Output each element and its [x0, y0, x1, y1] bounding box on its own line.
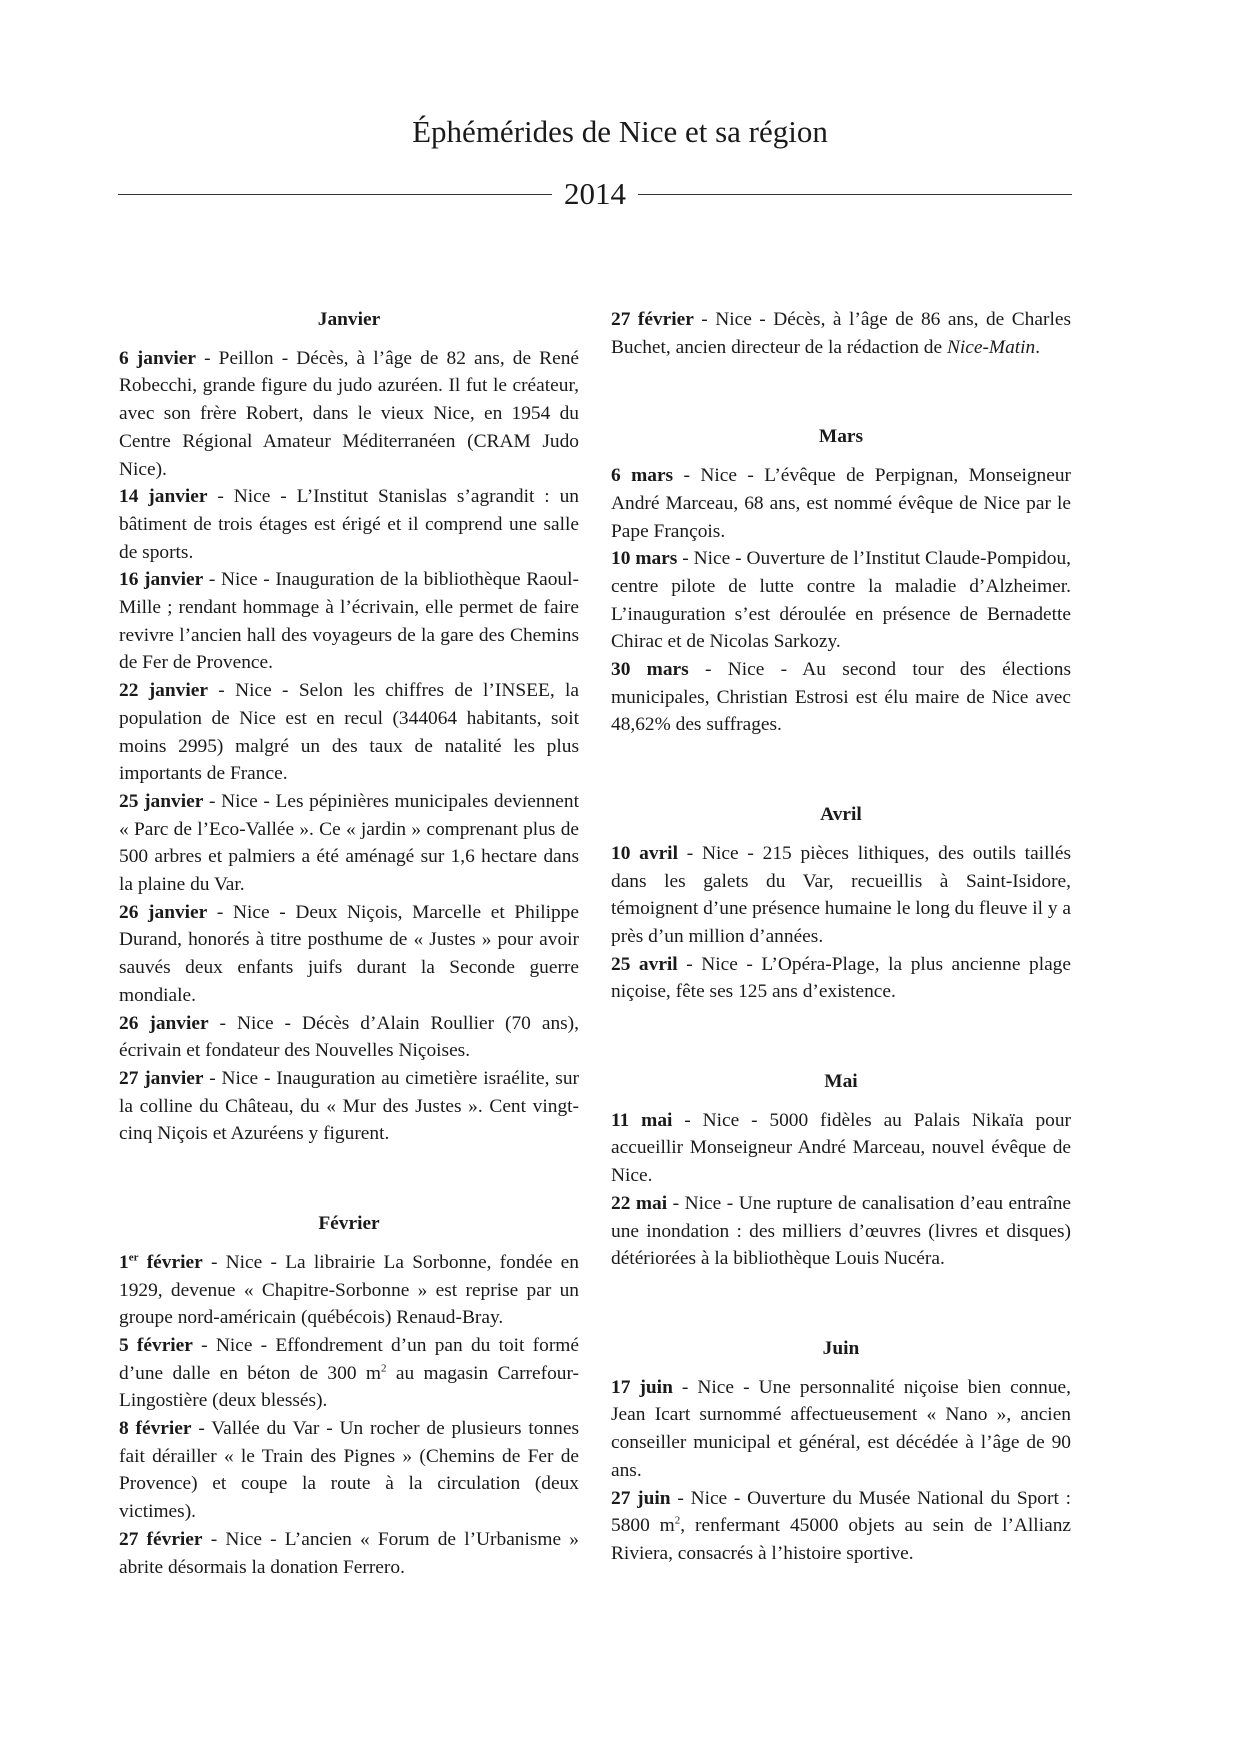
entry-date: 22 mai — [611, 1192, 668, 1214]
entry — [119, 1010, 579, 1065]
ordinal-superscript: er — [128, 1251, 139, 1264]
year-row — [118, 174, 1072, 214]
entry-text: - Nice - Ouverture du Musée National du Sport : 5800 m — [611, 1487, 1071, 1537]
entry — [611, 545, 1071, 656]
entry-text: - Nice - Deux Niçois, Marcelle et Philippe Durand, honorés à titre posthume de « Justes » pour avoir sauvés deux enfants juifs durant la Seconde guerre mondiale. — [119, 901, 579, 1006]
entry — [119, 1526, 579, 1581]
entry-date: 6 mars — [611, 465, 674, 487]
entry-date — [119, 1252, 203, 1273]
entry-date: 30 mars — [611, 659, 689, 681]
entry-text: - Nice - 215 pièces lithiques, des outils taillés dans les galets du Var, recueillis à Saint-Isidore, témoignent d’une présence humaine le long du fleuve il y a près d’un million d’années. — [611, 842, 1071, 947]
entry-text: - Nice - Au second tour des élections municipales, Christian Estrosi est élu maire de Nice avec 48,62% des suffrages. — [611, 659, 1071, 736]
page-title: Éphémérides de Nice et sa région — [412, 114, 828, 149]
entry-date: 27 janvier — [119, 1067, 204, 1089]
entry-text: - Nice - Les pépinières municipales deviennent « Parc de l’Eco-Vallée ». Ce « jardin » comprenant plus de 500 arbres et palmiers a été aménagé sur 1,6 hectare dans la plaine du Var. — [119, 790, 579, 896]
entry-date: 25 janvier — [119, 790, 204, 812]
entry — [611, 1374, 1071, 1485]
entry-date: 27 février — [119, 1528, 203, 1550]
month-heading-janvier: Janvier — [317, 309, 381, 330]
newspaper-title: Nice-Matin — [946, 336, 1036, 358]
entry — [611, 951, 1071, 1006]
entry-date-month: février — [138, 1251, 203, 1273]
entry-date: 27 juin — [611, 1487, 671, 1509]
entry-text: - Nice - Une personnalité niçoise bien connue, Jean Icart surnommé affectueusement « Nano », ancien conseiller municipal et général, est décédée à l’âge de 90 ans. — [611, 1376, 1071, 1481]
entry-text: - Nice - L’Opéra-Plage, la plus ancienne plage niçoise, fête ses 125 ans d’existence. — [611, 953, 1071, 1003]
entry — [119, 788, 579, 899]
entry-date: 5 février — [119, 1334, 193, 1356]
entry-text: - Nice - L’ancien « Forum de l’Urbanisme » abrite désormais la donation Ferrero. — [119, 1528, 579, 1578]
unit-superscript: 2 — [674, 1514, 681, 1527]
entry-date: 8 février — [119, 1418, 192, 1440]
entry-date: 27 février — [611, 309, 694, 330]
divider-left — [118, 194, 552, 195]
month-heading-fevrier: Février — [318, 1213, 380, 1235]
entry — [611, 656, 1071, 739]
entry-text: - Nice - Ouverture de l’Institut Claude-Pompidou, centre pilote de lutte contre la maladie d’Alzheimer. L’inauguration s’est déroulée en présence de Bernadette Chirac et de Nicolas Sarkozy. — [611, 548, 1071, 653]
entry-date: 16 janvier — [119, 569, 204, 591]
entry — [611, 1107, 1071, 1190]
entry — [119, 345, 579, 484]
entry-date: 17 juin — [611, 1376, 673, 1398]
divider-right — [638, 194, 1072, 195]
entry — [119, 1065, 579, 1148]
entry — [611, 840, 1071, 951]
entry-text: - Nice - Inauguration au cimetière israélite, sur la colline du Château, du « Mur des Justes ». Cent vingt-cinq Niçois et Azuréens y figurent. — [119, 1067, 579, 1145]
column-right — [611, 306, 1071, 1568]
entry-date: 14 janvier — [119, 486, 208, 508]
entry-text-tail: . — [1035, 336, 1041, 358]
entry-text: - Nice - Effondrement d’un pan du toit formé d’une dalle en béton de 300 m — [119, 1334, 579, 1384]
entry-text: - Peillon - Décès, à l’âge de 82 ans, de René Robecchi, grande figure du judo azuréen. Il fut le créateur, avec son frère Robert, dans le vieux Nice, en 1954 du Centre Régional Amateur Méditerranéen (CRAM Judo Nice). — [119, 347, 579, 480]
entry — [611, 462, 1071, 545]
entry-date: 26 janvier — [119, 1012, 209, 1034]
entry-text-tail: au magasin Carrefour-Lingostière (deux blessés). — [119, 1362, 579, 1412]
entry — [119, 483, 579, 566]
entry-text: - Nice - Décès, à l’âge de 86 ans, de Charles Buchet, ancien directeur de la rédaction de — [611, 309, 1071, 358]
column-left — [119, 306, 579, 1581]
entry-date: 6 janvier — [119, 347, 197, 369]
entry — [119, 677, 579, 788]
entry — [119, 1332, 579, 1415]
entry — [119, 1249, 579, 1332]
entry-date: 10 avril — [611, 842, 678, 864]
month-heading-mai: Mai — [824, 1071, 858, 1093]
entry-text: - Nice - L’Institut Stanislas s’agrandit : un bâtiment de trois étages est érigé et il comprend une salle de sports. — [119, 486, 579, 563]
year-label: 2014 — [564, 176, 626, 211]
entry — [611, 1485, 1071, 1568]
entry-text: - Nice - 5000 fidèles au Palais Nikaïa pour accueillir Monseigneur André Marceau, nouvel évêque de Nice. — [611, 1109, 1071, 1187]
entry-date: 22 janvier — [119, 680, 208, 702]
entry-text: - Nice - La librairie La Sorbonne, fondée en 1929, devenue « Chapitre-Sorbonne » est reprise par un groupe nord-américain (québécois) Renaud-Bray. — [119, 1251, 579, 1329]
entry-date-number: 1 — [119, 1251, 129, 1273]
entry-date: 10 mars — [611, 548, 678, 570]
entry-text: - Nice - L’évêque de Perpignan, Monseigneur André Marceau, 68 ans, est nommé évêque de Nice par le Pape François. — [611, 465, 1071, 542]
entry-text: - Nice - Décès d’Alain Roullier (70 ans), écrivain et fondateur des Nouvelles Niçoises. — [119, 1012, 579, 1062]
entry-date: 11 mai — [611, 1109, 673, 1131]
entry — [119, 1415, 579, 1526]
month-heading-avril: Avril — [820, 804, 862, 826]
unit-superscript: 2 — [380, 1362, 387, 1375]
entry-text: - Nice - Une rupture de canalisation d’eau entraîne une inondation : des milliers d’œuvres (livres et disques) détériorées à la bibliothèque Louis Nucéra. — [611, 1192, 1071, 1270]
entry — [119, 899, 579, 1010]
month-heading-juin: Juin — [822, 1337, 860, 1359]
entry-text: - Vallée du Var - Un rocher de plusieurs tonnes fait dérailler « le Train des Pignes » (Chemins de Fer de Provence) et coupe la route à la circulation (deux victimes). — [119, 1418, 579, 1523]
entry — [611, 1190, 1071, 1273]
entry — [119, 566, 579, 677]
entry-date: 25 avril — [611, 953, 678, 975]
entry-text: - Nice - Inauguration de la bibliothèque Raoul-Mille ; rendant hommage à l’écrivain, elle permet de faire revivre l’ancien hall des voyageurs de la gare des Chemins de Fer de Provence. — [119, 569, 579, 674]
entry-text-tail: , renfermant 45000 objets au sein de l’Allianz Riviera, consacrés à l’histoire sportive. — [611, 1515, 1071, 1564]
entry-text: - Nice - Selon les chiffres de l’INSEE, la population de Nice est en recul (344064 habitants, soit moins 2995) malgré un des taux de natalité les plus importants de France. — [119, 680, 579, 785]
entry — [611, 306, 1071, 361]
entry-date: 26 janvier — [119, 901, 208, 923]
month-heading-mars: Mars — [818, 426, 864, 448]
